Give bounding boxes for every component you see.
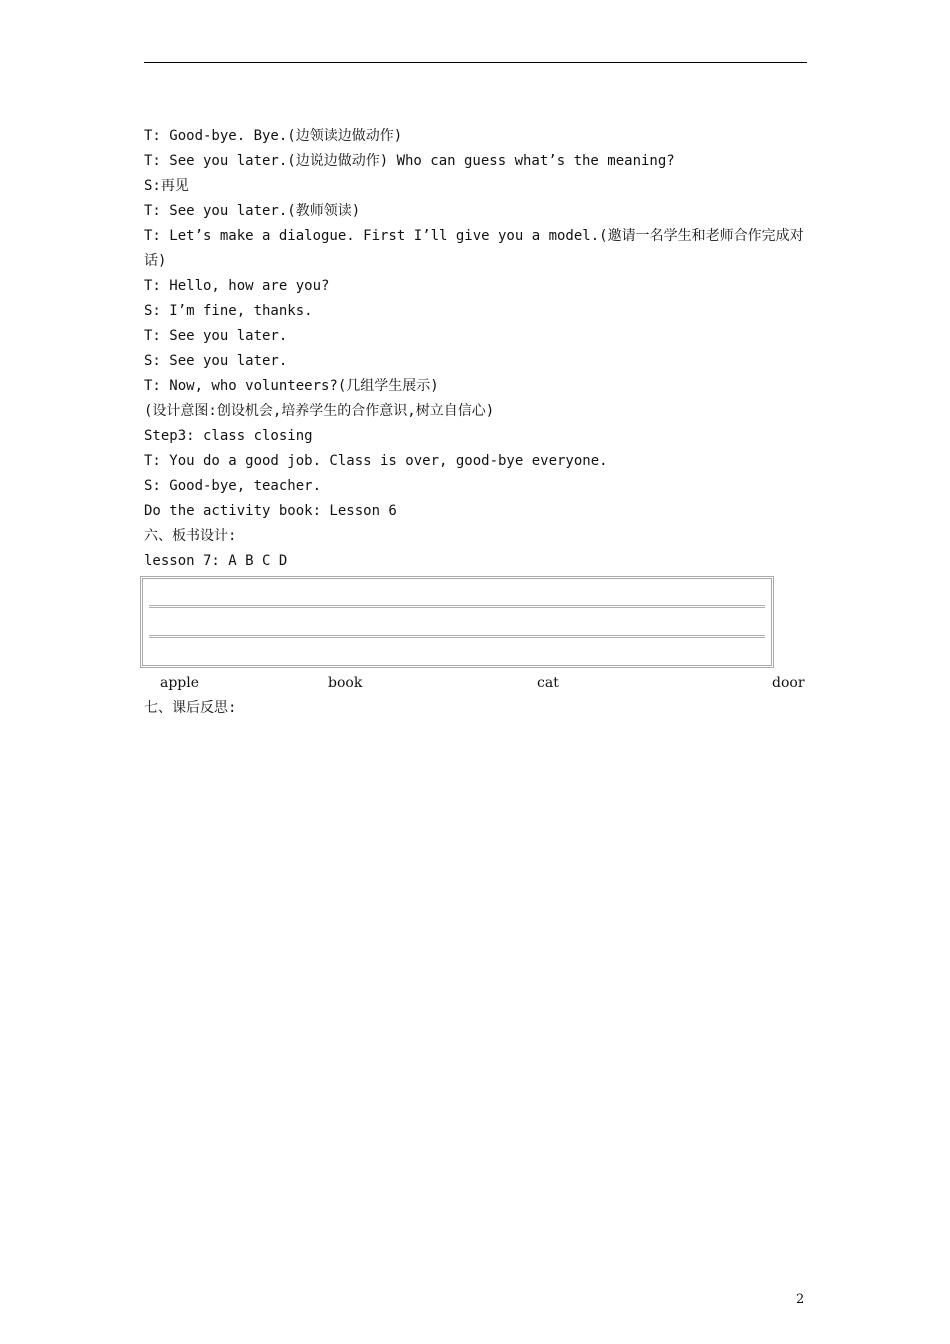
text-line: T: See you later.: [144, 328, 288, 344]
text-line: Do the activity book: Lesson 6: [144, 503, 397, 519]
section-heading-board: 六、板书设计:: [144, 528, 237, 544]
text-line: T: Let’s make a dialogue. First I’ll give you a model.(邀请一名学生和老师合作完成对话): [144, 228, 804, 269]
text-line: (设计意图:创设机会,培养学生的合作意识,树立自信心): [144, 403, 495, 419]
writing-rule: [149, 635, 765, 638]
text-line: T: Hello, how are you?: [144, 278, 330, 294]
header-rule: [144, 62, 807, 63]
text-line: T: See you later.(边说边做动作) Who can guess what’s the meaning?: [144, 153, 675, 169]
document-body: [144, 124, 807, 721]
text-line: S: I’m fine, thanks.: [144, 303, 313, 319]
board-word: cat: [537, 675, 559, 691]
text-line: S:再见: [144, 178, 189, 194]
text-line: S: See you later.: [144, 353, 288, 369]
board-title: lesson 7: A B C D: [144, 553, 288, 569]
board-word: door: [772, 675, 805, 691]
board-word-row: [144, 670, 807, 696]
text-line: T: Good-bye. Bye.(边领读边做动作): [144, 128, 403, 144]
text-line: T: See you later.(教师领读): [144, 203, 361, 219]
page-number: 2: [796, 1292, 805, 1307]
board-word: apple: [160, 675, 200, 691]
handwriting-lines-box: [140, 576, 774, 668]
text-line: T: You do a good job. Class is over, good-bye everyone.: [144, 453, 608, 469]
section-heading-reflection: 七、课后反思:: [144, 700, 237, 716]
text-line: S: Good-bye, teacher.: [144, 478, 322, 494]
writing-rule: [149, 605, 765, 608]
text-line: Step3: class closing: [144, 428, 313, 444]
board-word: book: [328, 675, 363, 691]
text-line: T: Now, who volunteers?(几组学生展示): [144, 378, 439, 394]
